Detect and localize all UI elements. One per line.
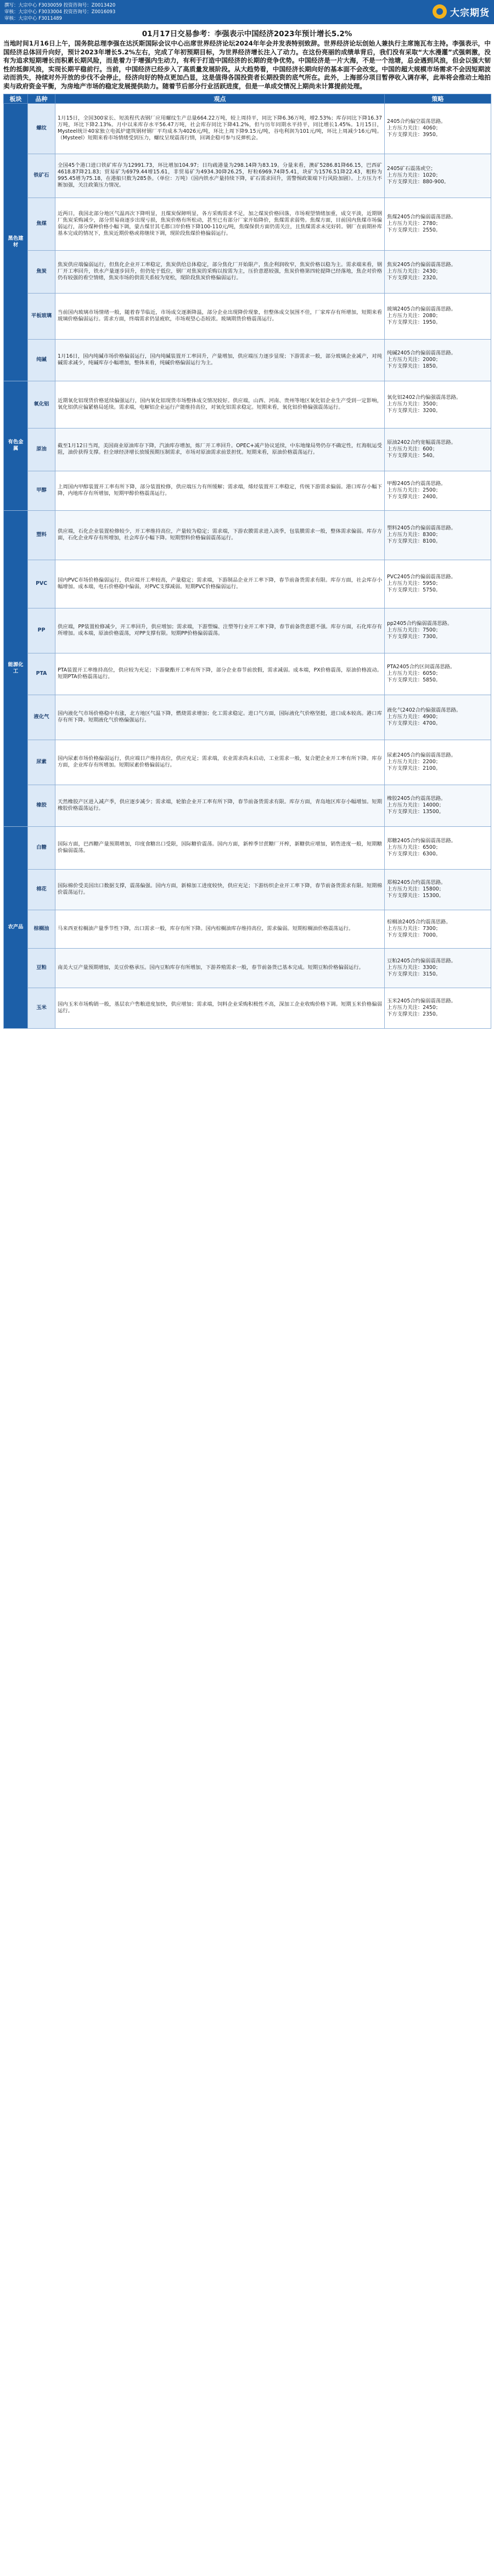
strategy-line: 下方支撑关注：2550。 — [387, 227, 441, 234]
strategy-cell — [385, 103, 491, 154]
strategy-line: 液化气2402合约偏强震荡思路。 — [387, 707, 462, 713]
strategy-cell — [385, 471, 491, 510]
header-view: 观点 — [55, 94, 385, 103]
view-cell: 国内PVC市场价格偏弱运行，供应端开工率较高，产量稳定；需求端，下游制品企业开工率下降，春节前备货需求有限。库存方面，社会库存小幅增加。成本端，电石价格稳中偏弱，对PVC支撑减弱。短期PVC价格偏弱运行。 — [55, 560, 385, 608]
strategy-line: 豆粕2405合约偏弱震荡思路。 — [387, 957, 456, 964]
strategy-line: 上方压力关注：1020； — [387, 172, 441, 178]
strategy-line: 上方压力关注：2200； — [387, 758, 441, 765]
strategy-line: 上方压力关注：2000； — [387, 356, 441, 363]
strategy-line: 棕榈油2405合约震荡思路。 — [387, 918, 451, 925]
table-row — [4, 471, 491, 510]
strategy-line: 上方压力关注：2080； — [387, 312, 441, 319]
table-row — [4, 785, 491, 826]
brand-logo — [407, 3, 490, 20]
strategy-line: 下方支撑关注：13500。 — [387, 809, 444, 815]
table-row — [4, 608, 491, 653]
table-row — [4, 381, 491, 428]
view-cell: 焦炭供应端偏弱运行，但焦化企业开工率稳定，焦炭供给总体稳定，部分焦化厂开始限产，焦企利润收窄，焦炭价格以稳为主。需求端来看，钢厂开工率回升，铁水产量逐步回升，但仍处于低位，钢厂对焦炭的采购以按需为主，压价意愿较强，焦炭价格第四轮提降已经落地，焦企对价格仍有较强的看空情绪，焦炭市场的供需关系较为宽松，现阶段焦炭价格偏弱运行。 — [55, 250, 385, 293]
strategy-cell — [385, 428, 491, 471]
strategy-cell — [385, 608, 491, 653]
view-cell: 天然橡胶产区进入减产季，供应逐步减少；需求端，轮胎企业开工率有所下降，春节前备货需求有限。库存方面，青岛地区库存小幅增加。短期橡胶价格震荡运行。 — [55, 785, 385, 826]
table-row — [4, 948, 491, 988]
view-cell: PTA装置开工率维持高位，供应较为充足；下游聚酯开工率有所下降，部分企业春节前放假，需求减弱。成本端，PX价格震荡，原油价格波动。短期PTA价格震荡运行。 — [55, 653, 385, 695]
product-cell: 焦煤 — [28, 198, 55, 250]
header-strategy: 策略 — [385, 94, 491, 103]
strategy-line: 上方压力关注：8300； — [387, 531, 441, 538]
strategy-line: 上方压力关注：6050； — [387, 670, 441, 677]
product-cell: 白糖 — [28, 826, 55, 869]
table-row — [4, 653, 491, 695]
product-cell: 豆粕 — [28, 948, 55, 988]
product-cell: 焦炭 — [28, 250, 55, 293]
view-cell: 上周国内甲醇装置开工率有所下降，部分装置检修，供应端压力有所缓解；需求端，烯烃装置开工率稳定，传统下游需求偏弱。港口库存小幅下降，内地库存有所增加，短期甲醇价格震荡运行。 — [55, 471, 385, 510]
view-cell: 供应端，石化企业装置检修较少，开工率维持高位，产量较为稳定；需求端，下游农膜需求进入淡季，包装膜需求一般，整体需求偏弱。库存方面，石化企业库存有所增加，社会库存小幅下降。短期塑料价格偏弱震荡运行。 — [55, 510, 385, 560]
strategy-line: 尿素2405合约偏弱震荡思路。 — [387, 752, 456, 758]
strategy-line: 下方支撑关注：2100。 — [387, 765, 441, 772]
table-row — [4, 428, 491, 471]
strategy-line: 上方压力关注：7500； — [387, 627, 441, 633]
strategy-line: 上方压力关注：3500； — [387, 401, 441, 407]
strategy-line: 原油2402合约宽幅震荡思路。 — [387, 439, 456, 446]
strategy-line: 下方支撑关注：2400。 — [387, 494, 441, 500]
view-cell: 全国45个港口进口铁矿库存为12991.73，环比增加104.97；日均疏港量为298.14降为83.19。分量来看，澳矿5286.81降66.15，巴西矿4618.87降21.83；贸易矿为6979.44增15.61，非贸易矿为4934.30降26.25，籽粒6969.74降5.41，块矿为1576.51降22.43，粗粉为995.45增为75.18，在港船只数为285条。（单位：万吨）（国内铁水产量持续下降，矿石需求回升，需警惕政策端下行风险加剧）。上方压力不断加强，关注政策压力情况。 — [55, 154, 385, 198]
table-row — [4, 293, 491, 339]
strategy-line: 纯碱2405合约偏弱震荡思路。 — [387, 350, 456, 356]
strategy-line: 塑料2405合约偏弱震荡思路。 — [387, 525, 456, 531]
product-cell: 平板玻璃 — [28, 293, 55, 339]
table-row — [4, 250, 491, 293]
view-cell: 国内尿素市场价格偏弱运行，供应端日产维持高位，供应充足；需求端，农业需求尚未启动，工业需求一般，复合肥企业开工率有所下降。库存方面，企业库存有所增加。短期尿素价格偏弱运行。 — [55, 740, 385, 785]
strategy-line: 玻璃2405合约偏弱震荡思路。 — [387, 306, 456, 312]
strategy-line: 下方支撑关注：3150。 — [387, 971, 441, 978]
header-product: 品种 — [28, 94, 55, 103]
view-cell: 近期氧化铝现货价格延续偏强运行，国内氧化铝现货市场整体成交情况较好。供应端，山西、河南、贵州等地区氧化铝企业生产受到一定影响，氧化铝供应偏紧格局延续。需求端，电解铝企业运行产能维持高位，对氧化铝需求稳定。短期来看，氧化铝价格偏强震荡运行。 — [55, 381, 385, 428]
table-row — [4, 869, 491, 910]
strategy-line: 下方支撑关注：3950。 — [387, 132, 441, 138]
view-cell: 国内液化气市场价格稳中有涨，北方地区气温下降，燃烧需求增加；化工需求稳定。进口气方面，国际液化气价格坚挺，进口成本较高。港口库存有所下降。短期液化气价格偏强运行。 — [55, 695, 385, 740]
table-row — [4, 988, 491, 1028]
view-cell: 1月15日，全国300家长、短流程代表钢厂应用螺纹生产总量664.22万吨，较上周持平，同比下降6.36万吨，增2.53%；库存同比下降16.37万吨，环比下降2.13%。月中以来库存水平56.47万吨，社会库存同比下降41.2%，但与历年同期水平持平，同比增长1.45%。1月15日，Mysteel统计40家独立电弧炉建筑钢材钢厂平均成本为4026元/吨，环比上周下降9.15元/吨，谷电利润为101元/吨，环比上周减少16元/吨。（Mysteel）短期来看市场情绪受到压力，螺纹呈现震荡行情，回调企稳可参与反弹机会。 — [55, 103, 385, 154]
strategy-cell — [385, 948, 491, 988]
view-cell: 供应端，PP装置检修减少，开工率回升，供应增加；需求端，下游塑编、注塑等行业开工率下降，春节前备货意愿不强。库存方面，石化库存有所增加。成本端，原油价格震荡，对PP支撑有限。短期PP价格偏弱震荡。 — [55, 608, 385, 653]
strategy-line: 上方压力关注：4060； — [387, 125, 441, 131]
strategy-cell — [385, 198, 491, 250]
strategy-line: 上方压力关注：6500； — [387, 844, 441, 850]
strategy-line: 上方压力关注：4900； — [387, 713, 441, 720]
strategy-cell — [385, 381, 491, 428]
product-cell: 玉米 — [28, 988, 55, 1028]
logo-text: 大宗期货 — [450, 7, 490, 19]
sector-cell: 黑色建材 — [4, 103, 28, 381]
strategy-line: 上方压力关注：5950； — [387, 580, 441, 587]
header-sector: 板块 — [4, 94, 28, 103]
product-cell: 铁矿石 — [28, 154, 55, 198]
strategy-cell — [385, 560, 491, 608]
strategy-line: 下方支撑关注：6300。 — [387, 851, 441, 858]
table-row — [4, 740, 491, 785]
strategy-line: 焦炭2405合约偏弱震荡思路。 — [387, 261, 456, 268]
strategy-cell — [385, 695, 491, 740]
strategy-cell — [385, 988, 491, 1028]
strategy-cell — [385, 826, 491, 869]
strategy-line: 焦煤2405合约偏弱震荡思路。 — [387, 213, 456, 220]
strategy-line: 橡胶2405合约震荡思路。 — [387, 795, 446, 802]
strategy-cell — [385, 785, 491, 826]
reference-table — [3, 94, 491, 1029]
strategy-cell — [385, 869, 491, 910]
strategy-line: 下方支撑关注：1950。 — [387, 319, 441, 326]
strategy-cell — [385, 293, 491, 339]
view-cell: 国内玉米市场购销一般，基层农户售粮进度加快，供应增加；需求端，饲料企业采购积极性不高，深加工企业收购价格下调。短期玉米价格偏弱运行。 — [55, 988, 385, 1028]
strategy-line: 2405合约偏空震荡思路。 — [387, 118, 446, 125]
product-cell: PVC — [28, 560, 55, 608]
strategy-line: 郑糖2405合约偏弱震荡思路。 — [387, 837, 456, 844]
view-cell: 截至1月12日当周，美国商业原油库存下降，汽油库存增加，炼厂开工率回升。OPEC+减产协议延续，中东地缘局势仍存不确定性，红海航运受阻，油价获得支撑。但全球经济增长放缓预期压制需求，市场对原油需求前景担忧。短期来看，原油价格震荡运行。 — [55, 428, 385, 471]
strategy-cell — [385, 250, 491, 293]
strategy-line: 上方压力关注：600； — [387, 446, 438, 452]
strategy-line: pp2405合约偏弱震荡思路。 — [387, 620, 453, 627]
strategy-line: 郑棉2405合约震荡思路。 — [387, 879, 446, 886]
product-cell: 尿素 — [28, 740, 55, 785]
strategy-cell — [385, 740, 491, 785]
strategy-line: 甲醇2405合约震荡思路。 — [387, 480, 446, 487]
table-row — [4, 560, 491, 608]
strategy-line: 上方压力关注：14000； — [387, 802, 444, 808]
strategy-cell — [385, 510, 491, 560]
strategy-line: 上方压力关注：3300； — [387, 964, 441, 971]
product-cell: PP — [28, 608, 55, 653]
strategy-cell — [385, 653, 491, 695]
product-cell: 橡胶 — [28, 785, 55, 826]
product-cell: 塑料 — [28, 510, 55, 560]
report-title: 01月17日交易参考：李强表示中国经济2023年预计增长5.2% — [142, 30, 352, 38]
strategy-line: 玉米2405合约偏弱震荡思路。 — [387, 997, 456, 1004]
sector-cell: 能源化工 — [4, 510, 28, 826]
strategy-cell — [385, 154, 491, 198]
product-cell: 甲醇 — [28, 471, 55, 510]
product-cell: 棕榈油 — [28, 910, 55, 948]
table-row — [4, 198, 491, 250]
table-row — [4, 103, 491, 154]
strategy-line: PTA2405合约区间震荡思路。 — [387, 663, 456, 670]
strategy-line: 下方支撑关注：880-900。 — [387, 179, 450, 185]
view-cell: 国际方面，巴西糖产量预期增加，印度食糖出口受限，国际糖价震荡。国内方面，新榨季甘蔗糖厂开榨，新糖供应增加，销售进度一般，短期糖价偏弱震荡。 — [55, 826, 385, 869]
table-body — [4, 103, 491, 1028]
logo-icon — [433, 4, 447, 19]
strategy-line: 下方支撑关注：540。 — [387, 453, 438, 459]
table-row — [4, 910, 491, 948]
sector-cell: 有色金属 — [4, 381, 28, 510]
view-cell: 马来西亚棕榈油产量季节性下降，出口需求一般，库存有所下降。国内棕榈油库存维持高位，需求偏弱。短期棕榈油价格震荡运行。 — [55, 910, 385, 948]
strategy-line: 下方支撑关注：5850。 — [387, 677, 441, 684]
sector-cell: 农产品 — [4, 826, 28, 1028]
strategy-line: 2405矿石震荡或空； — [387, 165, 436, 172]
strategy-line: 下方支撑关注：4700。 — [387, 720, 441, 727]
view-cell: 当前国内玻璃市场情绪一般，随着春节临近，市场成交逐渐降温，部分企业出现降价现象，但整体成交氛围不佳，厂家库存有所增加，短期来看玻璃价格偏弱运行。需求方面，终端需求仍显疲软，市场观望心态较浓。玻璃期货价格震荡运行。 — [55, 293, 385, 339]
product-cell: 纯碱 — [28, 339, 55, 381]
view-cell: 南美大豆产量预期增加，美豆价格承压。国内豆粕库存有所增加，下游养殖需求一般，春节前备货已基本完成。短期豆粕价格偏弱运行。 — [55, 948, 385, 988]
strategy-line: 下方支撑关注：2350。 — [387, 1011, 441, 1018]
product-cell: PTA — [28, 653, 55, 695]
strategy-line: 氧化铝2402合约偏强震荡思路。 — [387, 394, 462, 401]
strategy-line: 下方支撑关注：7000。 — [387, 932, 441, 939]
strategy-line: 下方支撑关注：7300。 — [387, 634, 441, 640]
strategy-line: 上方压力关注：2450； — [387, 1004, 441, 1011]
strategy-line: 下方支撑关注：8100。 — [387, 538, 441, 545]
table-row — [4, 695, 491, 740]
analyst-line-1: 撰写：大宗中心 F3030059 投资咨询号：Z0013420 — [4, 3, 116, 8]
analyst-line-2: 审核：大宗中心 F3033004 投资咨询号：Z0016093 — [4, 9, 116, 15]
strategy-cell — [385, 339, 491, 381]
strategy-line: PVC2405合约偏弱震荡思路。 — [387, 573, 456, 580]
product-cell: 氧化铝 — [28, 381, 55, 428]
view-cell: 国际棉价受美国出口数据支撑，震荡偏强。国内方面，新棉加工进度较快，供应充足；下游纺织企业开工率下降，春节前备货需求有限。短期棉价震荡运行。 — [55, 869, 385, 910]
table-row — [4, 826, 491, 869]
product-cell: 螺纹 — [28, 103, 55, 154]
table-row — [4, 510, 491, 560]
top-banner — [0, 0, 494, 24]
strategy-line: 下方支撑关注：3200。 — [387, 408, 441, 414]
table-row — [4, 339, 491, 381]
strategy-cell — [385, 910, 491, 948]
product-cell: 液化气 — [28, 695, 55, 740]
report-summary: 当地时间1月16日上午，国务院总理李强在达沃斯国际会议中心出席世界经济论坛2024年年会并发表特别致辞。世界经济论坛创始人兼执行主席施瓦布主持。李强表示，中国经济总体回升向好，预计2023年增长5.2%左右，完成了年初预期目标，为世界经济增长注入了动力。在这份亮丽的成绩单背后，我们没有采取“大水漫灌”式强刺激，没有为追求短期增长而积累长期风险，而是着力于增强内生动力，有利于打造中国经济的长期的竞争优势。中国经济是一片大海，不是一个池塘，总会遇到风浪，但会以强大韧性的抵御风浪，实现长期平稳前行。当前，中国经济已经步入了高质量发展阶段。从大趋势看，中国经济长期向好的基本面不会改变。中国的超大规模市场需求不会因短期波动而消失，持续对外开放的步伐不会停止，经济向好的特点更加凸显，这是值得各国投资者长期投资的底气所在。此外，上海部分项目暂停收入调存率，此举将会推动土地拍卖与政府资金平衡，为房地产市场的稳定发展提供助力。随着节后部分行业活跃进度，但是一单成交情况上期尚未计算提前处理。 — [3, 40, 491, 90]
strategy-line: 上方压力关注：2780； — [387, 220, 441, 227]
product-cell: 原油 — [28, 428, 55, 471]
view-cell: 近两日，我国北部分地区气温再次下降明显，且煤炭保障明显，各方采购需求不足，加之煤炭价格回落，市场观望情绪加重，成交平淡，近期钢厂焦炭采购减少，部分贸易商逐步出现亏损，焦炭价格有所松动，甚至已有部分厂家开始降价，焦煤需求弱势。焦煤方面，目前国内焦煤市场偏弱运行，部分煤种价格小幅下调，蒙古煤甘其毛都口岸价格下降100-110元/吨，焦煤保供方面仍需关注，且焦煤需求未见好转。钢厂在前期补库基本完成的情况下，焦炭近期价格或将继续下调，现阶段焦煤价格偏弱运行。 — [55, 198, 385, 250]
strategy-line: 上方压力关注：2430； — [387, 268, 441, 274]
table-header-row — [4, 94, 491, 103]
strategy-line: 下方支撑关注：2320。 — [387, 275, 441, 281]
strategy-line: 下方支撑关注：5750。 — [387, 587, 441, 594]
strategy-line: 下方支撑关注：15300。 — [387, 893, 444, 899]
analyst-info — [4, 2, 115, 22]
strategy-line: 下方支撑关注：1850。 — [387, 363, 441, 370]
analyst-line-3: 审核：大宗中心 F3011489 — [4, 16, 62, 21]
strategy-line: 上方压力关注：7300； — [387, 925, 441, 932]
strategy-line: 上方压力关注：2500； — [387, 487, 441, 493]
view-cell: 1月16日，国内纯碱市场价格偏弱运行，国内纯碱装置开工率回升，产量增加，供应端压力逐步显现；下游需求一般，部分玻璃企业减产，对纯碱需求减少，纯碱库存小幅增加，整体来看，纯碱价格偏弱运行为主。 — [55, 339, 385, 381]
table-row — [4, 154, 491, 198]
product-cell: 棉花 — [28, 869, 55, 910]
strategy-line: 上方压力关注：15800； — [387, 886, 444, 892]
